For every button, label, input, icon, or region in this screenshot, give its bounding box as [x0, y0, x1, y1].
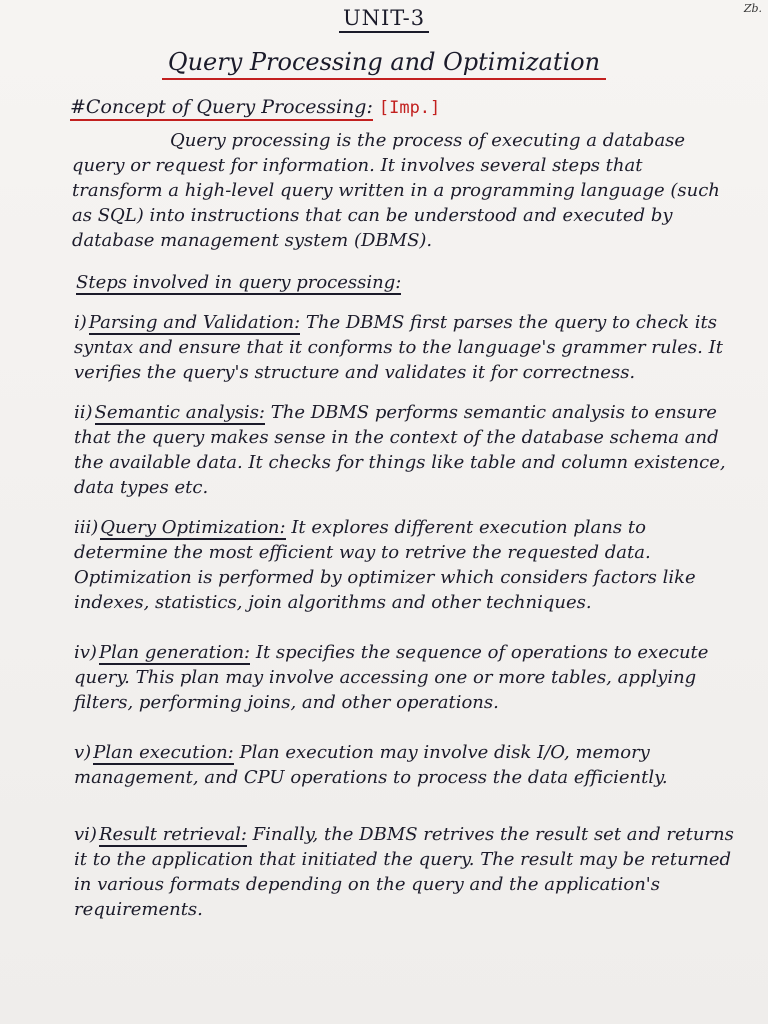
unit-heading — [0, 6, 768, 33]
step-item-parsing — [74, 310, 740, 385]
intro-paragraph: Query processing is the process of executing a database query or request for information. It involves several steps that transform a high-level query written in a programming language (such as SQL) into instructions that can be understood and executed by database management system (DBMS). — [72, 130, 720, 251]
step-body: It explores different execution plans to determine the most efficient way to retrive the requested data. Optimization is performed by optimizer which considers factors like indexes, statistics, join algorithms and other techniques. — [74, 517, 696, 613]
step-item-plan-execution — [74, 740, 740, 790]
unit-heading-text: UNIT-3 — [339, 6, 429, 33]
step-heading: Plan generation: — [98, 642, 251, 663]
page-corner-mark: Zb. — [743, 2, 762, 15]
page-title — [0, 48, 768, 80]
step-heading: Query Optimization: — [100, 517, 286, 538]
step-item-semantic — [74, 400, 740, 500]
step-number: vi) — [74, 824, 97, 845]
step-heading: Result retrieval: — [98, 824, 247, 845]
step-heading: Plan execution: — [93, 742, 234, 763]
step-item-optimization — [74, 515, 740, 615]
section-heading-text: #Concept of Query Processing: — [70, 96, 373, 121]
importance-tag: [Imp.] — [378, 98, 441, 118]
page-title-text: Query Processing and Optimization — [162, 48, 606, 80]
step-body: Plan execution may involve disk I/O, memory management, and CPU operations to process the data efficiently. — [74, 742, 668, 788]
step-item-plan-generation — [74, 640, 740, 715]
step-body: Finally, the DBMS retrives the result set and returns it to the application that initiated the query. The result may be returned in various formats depending on the query and the application's requirements. — [74, 824, 734, 920]
step-number: i) — [74, 312, 87, 333]
step-body: The DBMS performs semantic analysis to ensure that the query makes sense in the context of the database schema and the available data. It checks for things like table and column existence, data types etc. — [74, 402, 726, 498]
steps-heading — [76, 272, 401, 293]
step-heading: Parsing and Validation: — [88, 312, 301, 333]
step-body: It specifies the sequence of operations to execute query. This plan may involve accessing one or more tables, applying filters, performing joins, and other operations. — [74, 642, 709, 713]
step-body: The DBMS first parses the query to check its syntax and ensure that it conforms to the language's grammer rules. It verifies the query's structure and validates it for correctness. — [74, 312, 723, 383]
step-number: ii) — [74, 402, 93, 423]
steps-heading-text: Steps involved in query processing: — [76, 272, 402, 293]
step-number: v) — [74, 742, 92, 763]
step-heading: Semantic analysis: — [94, 402, 265, 423]
section-heading — [70, 96, 440, 118]
step-number: iii) — [74, 517, 99, 538]
step-number: iv) — [74, 642, 97, 663]
step-item-result-retrieval — [74, 822, 740, 922]
